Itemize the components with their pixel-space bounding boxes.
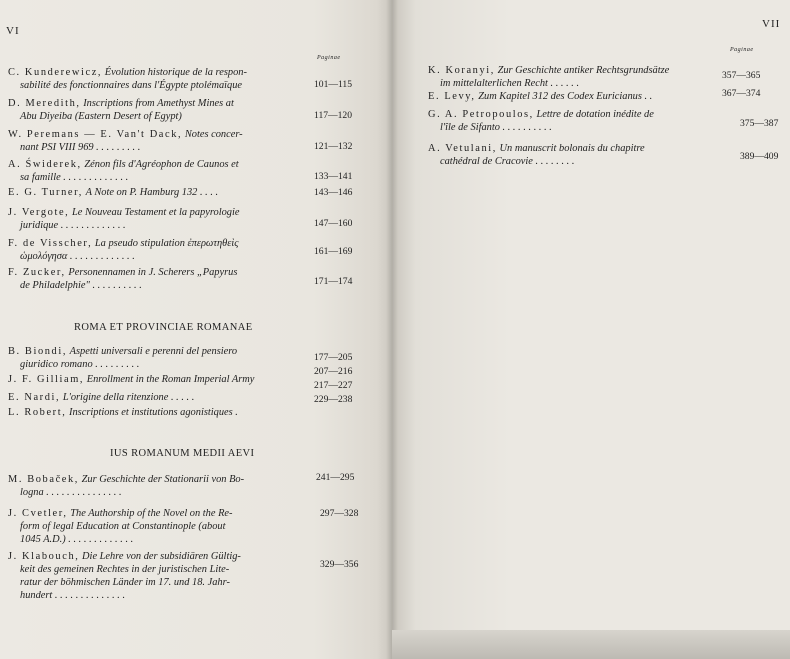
toc-entry: J. Cvetler, The Authorship of the Novel on the Re- form of legal Education at Constantinople (about 1045 A.D.) . . . . . . . . . . . . . [8,508,233,545]
page-range: 161—169 [314,246,353,257]
toc-entry: F. Zucker, Personennamen in J. Scherers „Papyrus de Philadelphie" . . . . . . . . . . [8,267,238,291]
page-number-left: VI [6,25,20,37]
page-range: 207—216 [314,366,353,377]
toc-entry: L. Robert, Inscriptions et institutions agonistiques . [8,407,238,418]
page-range: 367—374 [722,88,761,99]
toc-entry: E. Nardi, L'origine della ritenzione . . . . . [8,392,195,403]
toc-entry: W. Peremans — E. Van't Dack, Notes concer- nant PSI VIII 969 . . . . . . . . . [8,129,243,153]
toc-entry: J. Klabouch, Die Lehre von der subsidiären Gültig- keit des gemeinen Rechtes in der juristischen Lite- ratur der böhmischen Länder im 17. und 18. Jahr- hundert . . . . . . . . . . . . . . [8,551,241,601]
page-range: 375—387 [740,118,779,129]
page-range: 177—205 [314,352,353,363]
page-number-right: VII [762,18,781,30]
section-heading: IUS ROMANUM MEDII AEVI [110,448,255,459]
toc-entry: M. Bobaček, Zur Geschichte der Stationarii von Bo- logna . . . . . . . . . . . . . . . [8,474,245,498]
toc-entry: A. Świderek, Zénon fils d'Agréophon de Caunos et sa famille . . . . . . . . . . . . . [8,159,239,183]
toc-entry: E. Levy, Zum Kapitel 312 des Codex Euricianus . . [428,91,653,102]
page-bottom-edge [392,630,790,659]
book-gutter [386,0,398,659]
page-range: 101—115 [314,79,353,90]
page-range: 217—227 [314,380,353,391]
page-range: 133—141 [314,171,353,182]
toc-entry: E. G. Turner, A Note on P. Hamburg 132 . . . . [8,187,219,198]
page-range: 143—146 [314,187,353,198]
paginae-header-right: Paginae [730,47,754,53]
section-heading: ROMA ET PROVINCIAE ROMANAE [74,322,253,333]
page-range: 229—238 [314,394,353,405]
page-range: 329—356 [320,559,359,570]
page-range: 117—120 [314,110,353,121]
page-range: 241—295 [316,472,355,483]
toc-entry: C. Kunderewicz, Évolution historique de la respon- sabilité des fonctionnaires dans l'Égypte ptolémaïque [8,67,247,91]
toc-entry: A. Vetulani, Un manuscrit bolonais du chapitre cathédral de Cracovie . . . . . . . . [428,143,645,167]
paginae-header-left: Paginae [317,55,341,61]
left-page [0,0,392,659]
right-page [392,0,790,659]
page-range: 389—409 [740,151,779,162]
toc-entry: G. A. Petropoulos, Lettre de dotation inédite de l'île de Sifanto . . . . . . . . . . [428,109,654,133]
page-range: 171—174 [314,276,353,287]
toc-entry: J. F. Gilliam, Enrollment in the Roman Imperial Army [8,374,255,385]
page-range: 147—160 [314,218,353,229]
toc-entry: K. Koranyi, Zur Geschichte antiker Rechtsgrundsätze im mittelalterlichen Recht . . . . . . [428,65,670,89]
toc-entry: F. de Visscher, La pseudo stipulation ἐπερωτηθεὶς ὡμολόγησα . . . . . . . . . . . . . [8,238,239,262]
toc-entry: D. Meredith, Inscriptions from Amethyst Mines at Abu Diyeiba (Eastern Desert of Egypt) [8,98,234,122]
page-range: 297—328 [320,508,359,519]
page-range: 357—365 [722,70,761,81]
toc-entry: J. Vergote, Le Nouveau Testament et la papyrologie juridique . . . . . . . . . . . . . [8,207,240,231]
page-range: 121—132 [314,141,353,152]
toc-entry: B. Biondi, Aspetti universali e perenni del pensiero giuridico romano . . . . . . . . . [8,346,238,370]
